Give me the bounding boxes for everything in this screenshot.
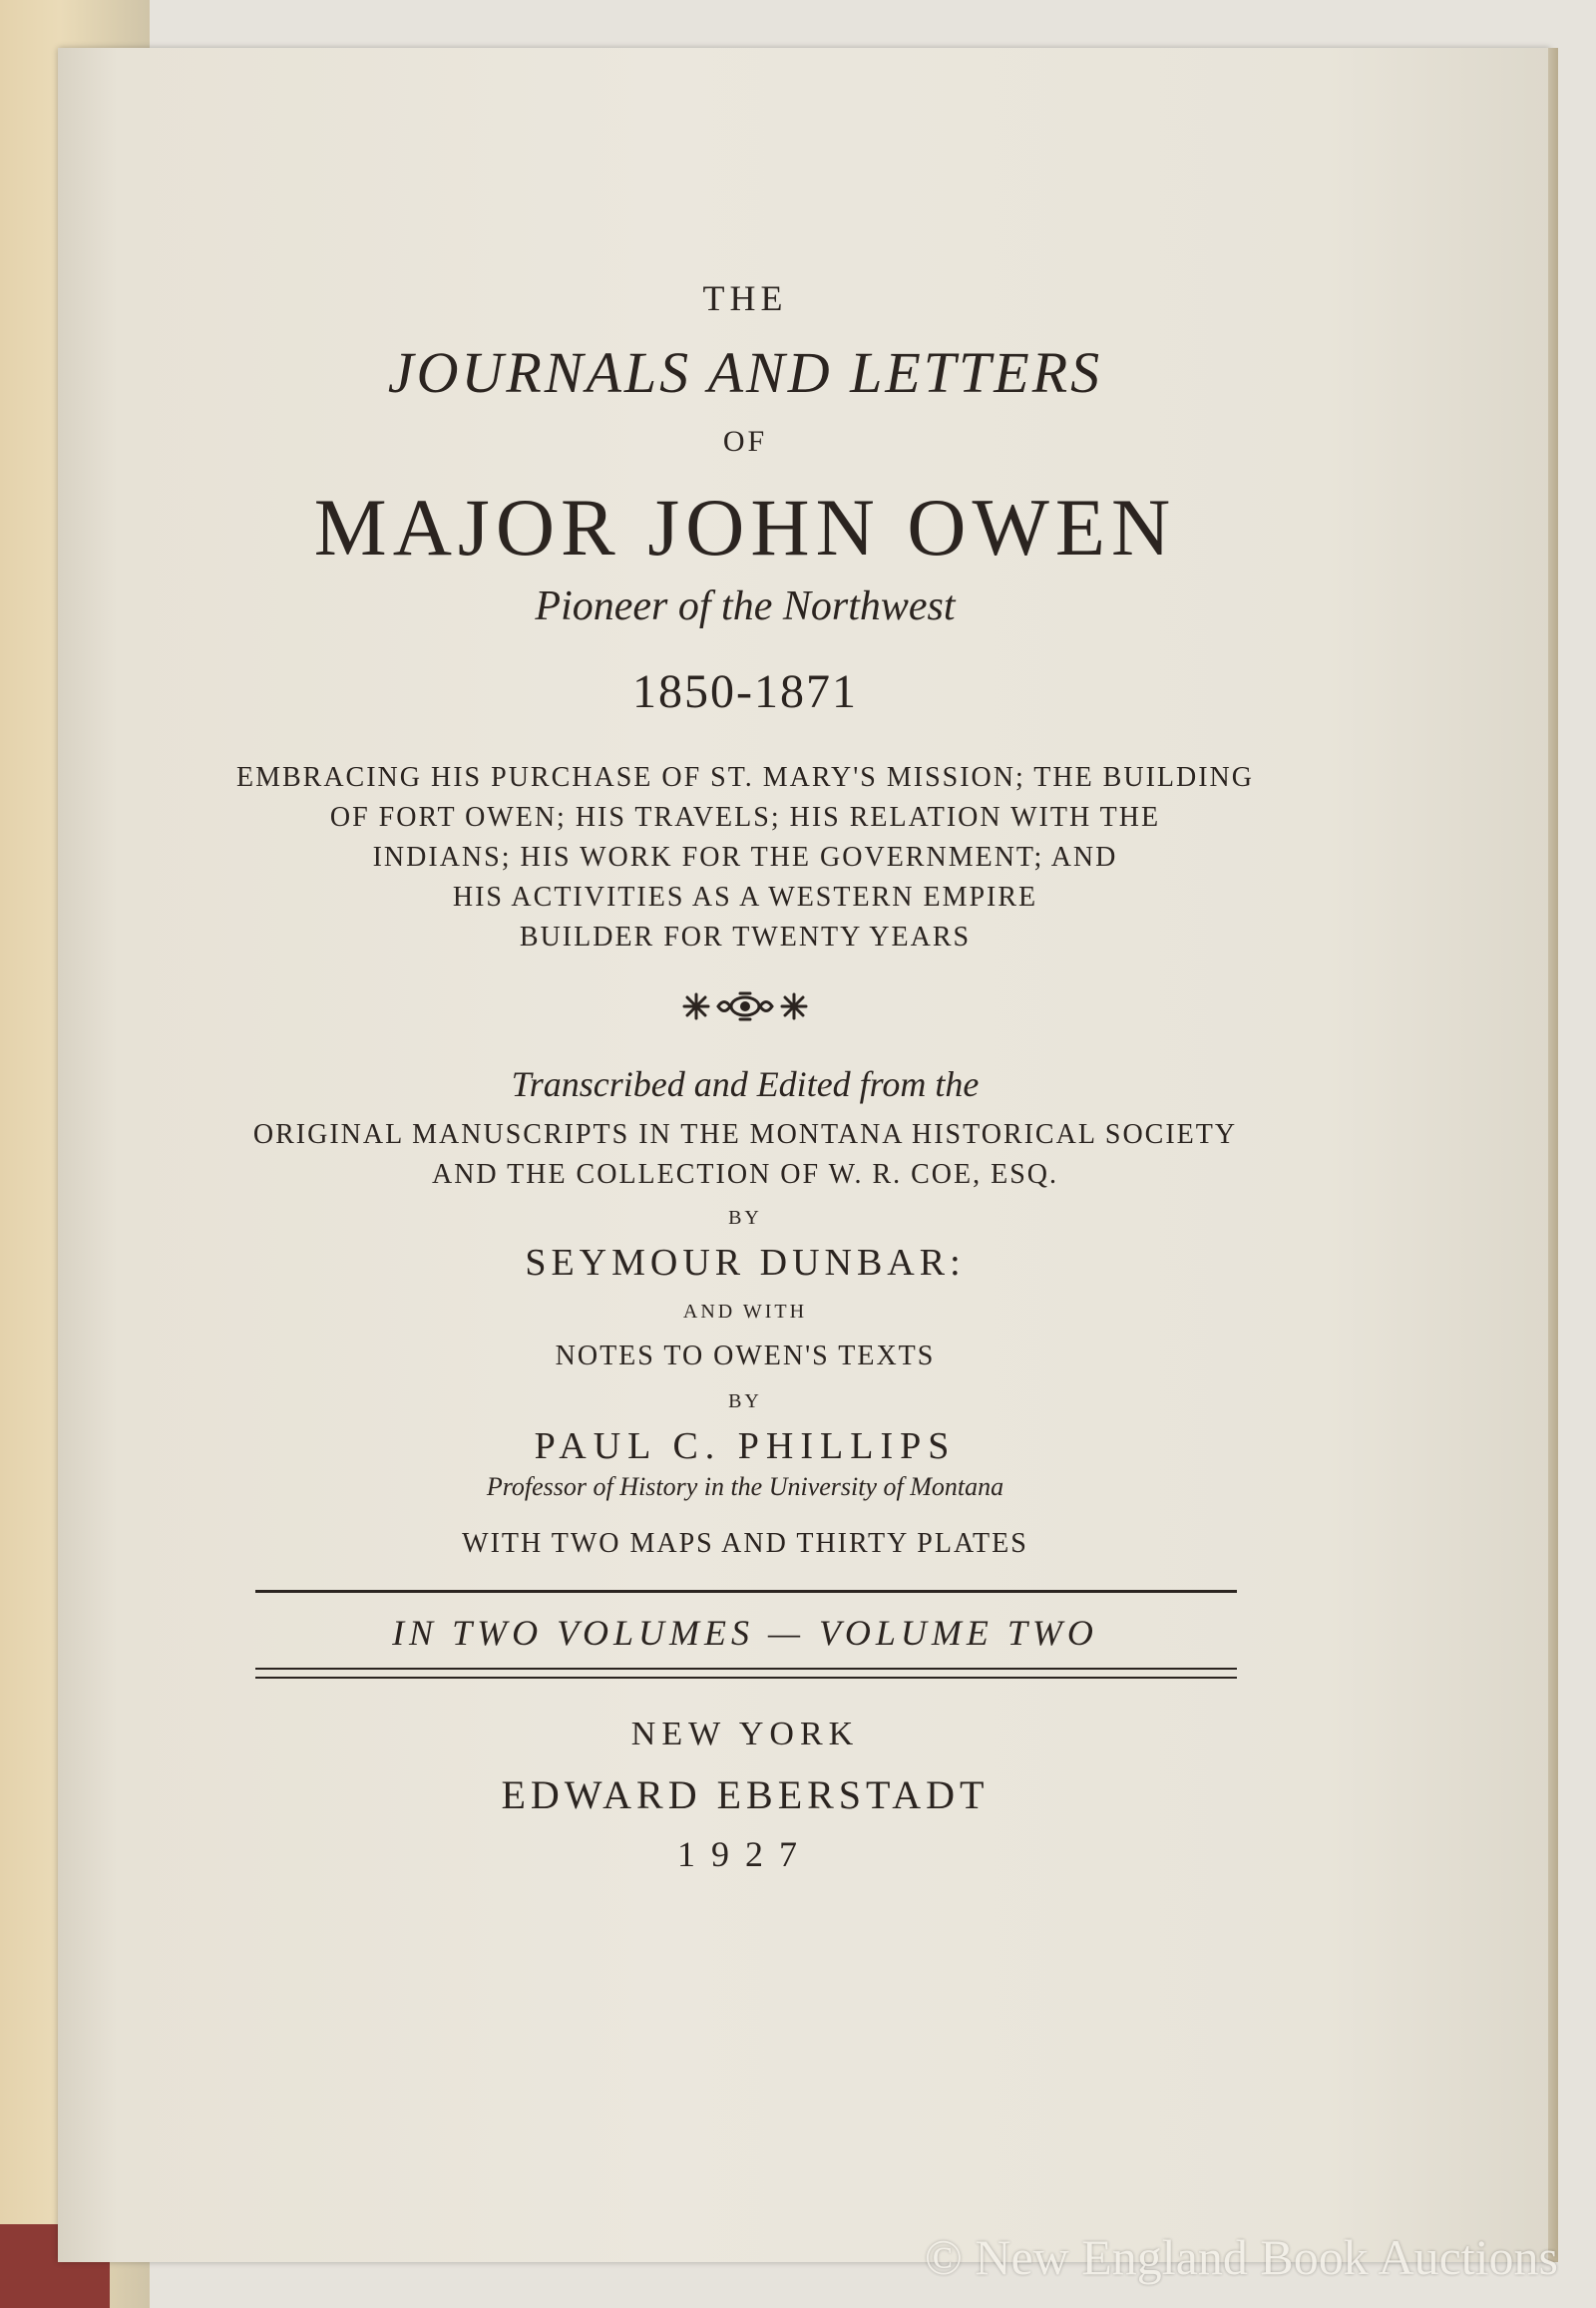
of-label: OF [722, 425, 768, 458]
rule-bottom [255, 1668, 1237, 1670]
by-label: BY [728, 1390, 762, 1412]
rule-bottom [255, 1677, 1237, 1679]
publication-year: 1927 [677, 1834, 813, 1874]
transcribed-line: Transcribed and Edited from the [511, 1064, 980, 1104]
watermark: © New England Book Auctions [924, 2229, 1558, 2285]
plates-line: WITH TWO MAPS AND THIRTY PLATES [462, 1528, 1028, 1559]
editor-name: SEYMOUR DUNBAR: [525, 1242, 966, 1284]
rule-top [255, 1590, 1237, 1593]
subtitle: Pioneer of the Northwest [535, 583, 956, 629]
subject-name: MAJOR JOHN OWEN [313, 482, 1177, 573]
years: 1850-1871 [632, 665, 858, 718]
source-line: ORIGINAL MANUSCRIPTS IN THE MONTANA HISTORICAL SOCIETY [252, 1119, 1238, 1150]
description-line: BUILDER FOR TWENTY YEARS [519, 922, 972, 953]
description-line: OF FORT OWEN; HIS TRAVELS; HIS RELATION WITH THE [329, 802, 1161, 833]
description-line: INDIANS; HIS WORK FOR THE GOVERNMENT; AND [372, 842, 1118, 873]
notes-line: NOTES TO OWEN'S TEXTS [555, 1341, 936, 1371]
the-heading: THE [702, 278, 788, 318]
description-line: HIS ACTIVITIES AS A WESTERN EMPIRE [452, 882, 1038, 913]
city: NEW YORK [630, 1716, 860, 1752]
ornament-icon [670, 981, 820, 1031]
description-line: EMBRACING HIS PURCHASE OF ST. MARY'S MISSION; THE BUILDING [235, 762, 1254, 793]
volumes-line: IN TWO VOLUMES — VOLUME TWO [392, 1613, 1098, 1653]
title-italic: JOURNALS AND LETTERS [387, 340, 1103, 405]
publisher: EDWARD EBERSTADT [501, 1772, 990, 1817]
annotator-title: Professor of History in the University of Montana [486, 1472, 1004, 1501]
by-label: BY [728, 1207, 762, 1229]
and-with-label: AND WITH [682, 1301, 808, 1323]
source-line: AND THE COLLECTION OF W. R. COE, ESQ. [431, 1159, 1059, 1190]
annotator-name: PAUL C. PHILLIPS [534, 1425, 957, 1467]
